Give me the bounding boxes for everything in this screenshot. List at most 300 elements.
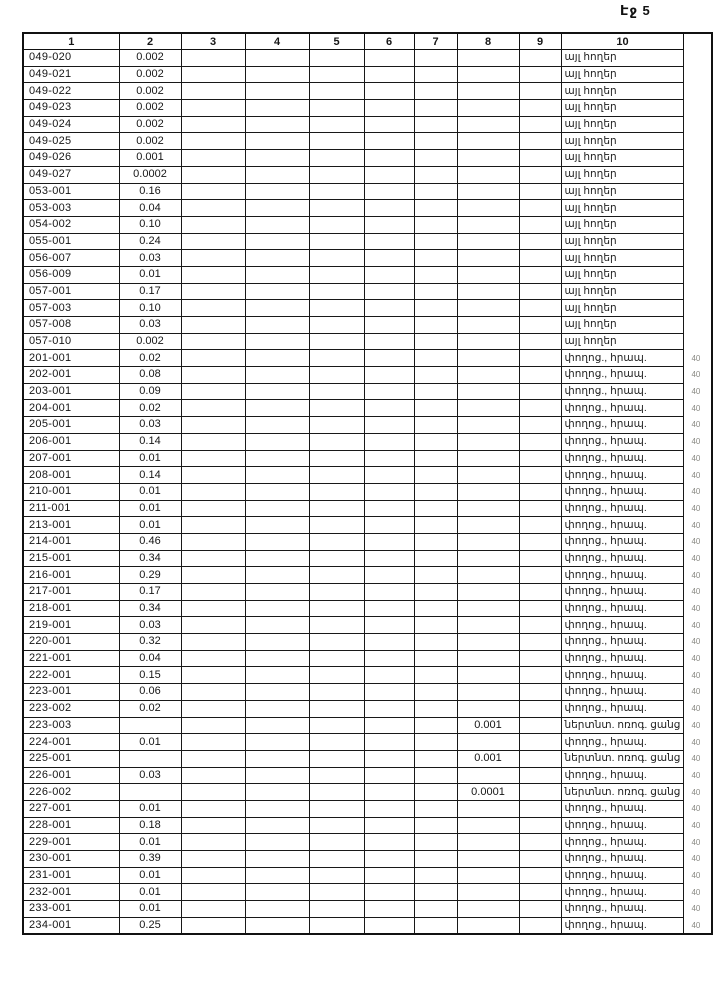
cell-col3 xyxy=(181,283,245,300)
table-row xyxy=(23,417,712,434)
cell-col8 xyxy=(457,483,519,500)
margin-note xyxy=(684,133,712,150)
cell-col7 xyxy=(414,667,457,684)
table-row xyxy=(23,800,712,817)
column-header-5: 5 xyxy=(309,33,364,50)
cell-col6 xyxy=(364,433,414,450)
cell-col8 xyxy=(457,817,519,834)
cell-col4 xyxy=(245,166,309,183)
cell-col7 xyxy=(414,350,457,367)
cell-col3 xyxy=(181,734,245,751)
cell-col9 xyxy=(519,233,561,250)
cell-col8 xyxy=(457,233,519,250)
cell-col4 xyxy=(245,800,309,817)
cell-col4 xyxy=(245,300,309,317)
cell-col10: փողոց., հրապ. xyxy=(561,584,684,601)
cell-col9 xyxy=(519,450,561,467)
cell-col5 xyxy=(309,417,364,434)
cell-col8 xyxy=(457,200,519,217)
cell-col2: 0.03 xyxy=(119,417,181,434)
margin-note xyxy=(684,233,712,250)
margin-note xyxy=(684,266,712,283)
cell-col2: 0.24 xyxy=(119,233,181,250)
cell-col7 xyxy=(414,717,457,734)
cell-col8 xyxy=(457,166,519,183)
cell-col9 xyxy=(519,150,561,167)
cell-col10: փողոց., հրապ. xyxy=(561,367,684,384)
cell-col2: 0.04 xyxy=(119,200,181,217)
cell-col3 xyxy=(181,767,245,784)
cell-col5 xyxy=(309,617,364,634)
cell-col1: 217-001 xyxy=(23,584,119,601)
table-header-row xyxy=(23,33,712,50)
cell-col5 xyxy=(309,901,364,918)
cell-col7 xyxy=(414,500,457,517)
cell-col5 xyxy=(309,884,364,901)
cell-col4 xyxy=(245,684,309,701)
cell-col10: այլ հողեր xyxy=(561,166,684,183)
cell-col3 xyxy=(181,317,245,334)
cell-col5 xyxy=(309,450,364,467)
cell-col10: փողոց., հրապ. xyxy=(561,834,684,851)
cell-col5 xyxy=(309,917,364,934)
cell-col8 xyxy=(457,283,519,300)
cell-col9 xyxy=(519,483,561,500)
margin-note: 40 xyxy=(691,503,701,513)
cell-col2: 0.02 xyxy=(119,700,181,717)
cell-col1: 055-001 xyxy=(23,233,119,250)
cell-col5 xyxy=(309,867,364,884)
cell-col10: փողոց., հրապ. xyxy=(561,617,684,634)
margin-note: 40 xyxy=(691,553,701,563)
margin-note: 40 xyxy=(691,487,701,497)
cell-col4 xyxy=(245,250,309,267)
cell-col8 xyxy=(457,383,519,400)
cell-col9 xyxy=(519,834,561,851)
cell-col3 xyxy=(181,600,245,617)
cell-col8 xyxy=(457,83,519,100)
cell-col1: 214-001 xyxy=(23,533,119,550)
cell-col4 xyxy=(245,533,309,550)
table-row xyxy=(23,684,712,701)
cell-col1: 049-022 xyxy=(23,83,119,100)
cell-col9 xyxy=(519,884,561,901)
table-row xyxy=(23,400,712,417)
cell-col10: այլ հողեր xyxy=(561,150,684,167)
cell-col1: 210-001 xyxy=(23,483,119,500)
cell-col7 xyxy=(414,884,457,901)
cell-col2: 0.001 xyxy=(119,150,181,167)
cell-col10: փողոց., հրապ. xyxy=(561,550,684,567)
cell-col3 xyxy=(181,867,245,884)
cell-col6 xyxy=(364,150,414,167)
cell-col9 xyxy=(519,500,561,517)
cell-col1: 228-001 xyxy=(23,817,119,834)
cell-col8 xyxy=(457,50,519,67)
cell-col3 xyxy=(181,116,245,133)
cell-col1: 233-001 xyxy=(23,901,119,918)
cell-col6 xyxy=(364,584,414,601)
cell-col7 xyxy=(414,150,457,167)
cell-col3 xyxy=(181,200,245,217)
cell-col8 xyxy=(457,367,519,384)
cell-col5 xyxy=(309,83,364,100)
cell-col9 xyxy=(519,533,561,550)
cell-col2: 0.18 xyxy=(119,817,181,834)
margin-header-spacer xyxy=(684,33,712,50)
cell-col6 xyxy=(364,100,414,117)
margin-note: 40 xyxy=(691,620,701,630)
cell-col3 xyxy=(181,851,245,868)
margin-note: 40 xyxy=(691,353,701,363)
cell-col4 xyxy=(245,567,309,584)
cell-col10: փողոց., հրապ. xyxy=(561,483,684,500)
cell-col5 xyxy=(309,600,364,617)
cell-col5 xyxy=(309,200,364,217)
cell-col9 xyxy=(519,700,561,717)
cell-col3 xyxy=(181,400,245,417)
margin-note xyxy=(684,150,712,167)
cell-col6 xyxy=(364,266,414,283)
cell-col1: 053-003 xyxy=(23,200,119,217)
cell-col9 xyxy=(519,350,561,367)
page-number-label: Էջ 5 xyxy=(620,3,651,18)
cell-col2: 0.14 xyxy=(119,433,181,450)
cell-col2: 0.10 xyxy=(119,300,181,317)
cell-col3 xyxy=(181,617,245,634)
cell-col5 xyxy=(309,567,364,584)
cell-col4 xyxy=(245,133,309,150)
cell-col6 xyxy=(364,383,414,400)
cell-col1: 213-001 xyxy=(23,517,119,534)
table-row xyxy=(23,483,712,500)
cell-col2: 0.01 xyxy=(119,884,181,901)
cell-col4 xyxy=(245,917,309,934)
table-row xyxy=(23,66,712,83)
cell-col8 xyxy=(457,417,519,434)
cell-col7 xyxy=(414,650,457,667)
cell-col2: 0.01 xyxy=(119,483,181,500)
cell-col1: 049-023 xyxy=(23,100,119,117)
cell-col10: այլ հողեր xyxy=(561,100,684,117)
cell-col4 xyxy=(245,150,309,167)
cell-col6 xyxy=(364,734,414,751)
cell-col10: այլ հողեր xyxy=(561,250,684,267)
column-header-2: 2 xyxy=(119,33,181,50)
margin-note: 40 xyxy=(691,537,701,547)
cell-col3 xyxy=(181,150,245,167)
cell-col3 xyxy=(181,83,245,100)
cell-col6 xyxy=(364,66,414,83)
cell-col5 xyxy=(309,233,364,250)
cell-col4 xyxy=(245,817,309,834)
margin-note: 40 xyxy=(691,804,701,814)
cell-col7 xyxy=(414,283,457,300)
cell-col5 xyxy=(309,817,364,834)
cell-col4 xyxy=(245,433,309,450)
cell-col2: 0.002 xyxy=(119,333,181,350)
cell-col2: 0.002 xyxy=(119,66,181,83)
cell-col4 xyxy=(245,367,309,384)
table-row xyxy=(23,333,712,350)
cell-col6 xyxy=(364,500,414,517)
cell-col1: 218-001 xyxy=(23,600,119,617)
cell-col5 xyxy=(309,734,364,751)
cell-col5 xyxy=(309,317,364,334)
cell-col6 xyxy=(364,851,414,868)
cell-col8 xyxy=(457,584,519,601)
cell-col9 xyxy=(519,767,561,784)
cell-col1: 215-001 xyxy=(23,550,119,567)
cell-col4 xyxy=(245,767,309,784)
cell-col5 xyxy=(309,533,364,550)
cell-col5 xyxy=(309,300,364,317)
cell-col1: 203-001 xyxy=(23,383,119,400)
cell-col9 xyxy=(519,166,561,183)
cell-col3 xyxy=(181,250,245,267)
table-row xyxy=(23,133,712,150)
cell-col3 xyxy=(181,383,245,400)
margin-note: 40 xyxy=(691,470,701,480)
cell-col10: այլ հողեր xyxy=(561,233,684,250)
cell-col6 xyxy=(364,717,414,734)
cell-col2: 0.01 xyxy=(119,800,181,817)
cell-col2 xyxy=(119,750,181,767)
cell-col8 xyxy=(457,517,519,534)
cell-col4 xyxy=(245,834,309,851)
table-row xyxy=(23,100,712,117)
table-row xyxy=(23,250,712,267)
cell-col6 xyxy=(364,784,414,801)
cell-col9 xyxy=(519,266,561,283)
cell-col7 xyxy=(414,467,457,484)
cell-col5 xyxy=(309,383,364,400)
cell-col4 xyxy=(245,450,309,467)
cell-col2: 0.02 xyxy=(119,350,181,367)
cell-col8 xyxy=(457,333,519,350)
cell-col7 xyxy=(414,851,457,868)
cell-col2: 0.0002 xyxy=(119,166,181,183)
cell-col9 xyxy=(519,317,561,334)
cell-col4 xyxy=(245,517,309,534)
cell-col6 xyxy=(364,817,414,834)
cell-col4 xyxy=(245,634,309,651)
cell-col2 xyxy=(119,784,181,801)
cell-col3 xyxy=(181,584,245,601)
cell-col10: փողոց., հրապ. xyxy=(561,533,684,550)
cell-col8 xyxy=(457,500,519,517)
cell-col9 xyxy=(519,133,561,150)
margin-note: 40 xyxy=(691,770,701,780)
cell-col5 xyxy=(309,467,364,484)
cell-col9 xyxy=(519,734,561,751)
cell-col1: 221-001 xyxy=(23,650,119,667)
table-row xyxy=(23,367,712,384)
cell-col4 xyxy=(245,116,309,133)
table-row xyxy=(23,83,712,100)
cell-col2: 0.002 xyxy=(119,133,181,150)
margin-note: 40 xyxy=(691,704,701,714)
margin-note xyxy=(684,116,712,133)
cell-col8 xyxy=(457,433,519,450)
cell-col4 xyxy=(245,183,309,200)
table-row xyxy=(23,266,712,283)
cell-col5 xyxy=(309,800,364,817)
margin-note: 40 xyxy=(691,637,701,647)
cell-col8: 0.001 xyxy=(457,750,519,767)
cell-col1: 223-003 xyxy=(23,717,119,734)
cell-col7 xyxy=(414,901,457,918)
cell-col6 xyxy=(364,317,414,334)
cell-col4 xyxy=(245,100,309,117)
cell-col3 xyxy=(181,266,245,283)
cell-col1: 056-007 xyxy=(23,250,119,267)
cell-col2: 0.01 xyxy=(119,450,181,467)
cell-col8 xyxy=(457,300,519,317)
cell-col1: 049-024 xyxy=(23,116,119,133)
cell-col2: 0.46 xyxy=(119,533,181,550)
cell-col9 xyxy=(519,200,561,217)
cell-col7 xyxy=(414,367,457,384)
cell-col3 xyxy=(181,517,245,534)
cell-col1: 049-027 xyxy=(23,166,119,183)
cell-col7 xyxy=(414,834,457,851)
cell-col1: 216-001 xyxy=(23,567,119,584)
cell-col2: 0.01 xyxy=(119,901,181,918)
cell-col3 xyxy=(181,634,245,651)
cell-col4 xyxy=(245,200,309,217)
cell-col5 xyxy=(309,66,364,83)
cell-col10: փողոց., հրապ. xyxy=(561,433,684,450)
cell-col1: 226-002 xyxy=(23,784,119,801)
cell-col10: փողոց., հրապ. xyxy=(561,634,684,651)
cell-col4 xyxy=(245,700,309,717)
cell-col4 xyxy=(245,266,309,283)
cell-col1: 054-002 xyxy=(23,216,119,233)
cell-col3 xyxy=(181,650,245,667)
cell-col9 xyxy=(519,66,561,83)
cell-col4 xyxy=(245,851,309,868)
cell-col2: 0.14 xyxy=(119,467,181,484)
margin-note: 40 xyxy=(691,420,701,430)
cell-col5 xyxy=(309,717,364,734)
cell-col10: փողոց., հրապ. xyxy=(561,417,684,434)
cell-col6 xyxy=(364,183,414,200)
cell-col6 xyxy=(364,400,414,417)
cell-col7 xyxy=(414,216,457,233)
table-row xyxy=(23,200,712,217)
cell-col5 xyxy=(309,650,364,667)
cell-col10: ներտնտ. ոռոգ. ցանց xyxy=(561,784,684,801)
cell-col10: այլ հողեր xyxy=(561,216,684,233)
cell-col1: 231-001 xyxy=(23,867,119,884)
cell-col6 xyxy=(364,600,414,617)
cell-col7 xyxy=(414,266,457,283)
cell-col3 xyxy=(181,50,245,67)
cell-col4 xyxy=(245,233,309,250)
table-row xyxy=(23,450,712,467)
cell-col9 xyxy=(519,100,561,117)
cell-col7 xyxy=(414,767,457,784)
cell-col4 xyxy=(245,584,309,601)
cell-col7 xyxy=(414,417,457,434)
cell-col3 xyxy=(181,417,245,434)
cell-col1: 057-001 xyxy=(23,283,119,300)
cell-col10: փողոց., հրապ. xyxy=(561,684,684,701)
margin-note: 40 xyxy=(691,403,701,413)
cell-col8 xyxy=(457,317,519,334)
cell-col8 xyxy=(457,400,519,417)
cell-col2: 0.34 xyxy=(119,600,181,617)
cell-col2 xyxy=(119,717,181,734)
cell-col3 xyxy=(181,483,245,500)
cell-col10: այլ հողեր xyxy=(561,200,684,217)
cell-col3 xyxy=(181,667,245,684)
cell-col4 xyxy=(245,417,309,434)
cell-col8 xyxy=(457,150,519,167)
table-body xyxy=(23,50,712,935)
margin-note: 40 xyxy=(691,654,701,664)
cell-col9 xyxy=(519,800,561,817)
cell-col5 xyxy=(309,433,364,450)
cell-col10: փողոց., հրապ. xyxy=(561,767,684,784)
cell-col6 xyxy=(364,116,414,133)
cell-col4 xyxy=(245,216,309,233)
cell-col4 xyxy=(245,784,309,801)
cell-col2: 0.002 xyxy=(119,116,181,133)
cell-col4 xyxy=(245,500,309,517)
cell-col2: 0.03 xyxy=(119,317,181,334)
cell-col6 xyxy=(364,417,414,434)
margin-note: 40 xyxy=(691,570,701,580)
cell-col6 xyxy=(364,901,414,918)
cell-col3 xyxy=(181,784,245,801)
cell-col3 xyxy=(181,216,245,233)
table-row xyxy=(23,667,712,684)
cell-col1: 204-001 xyxy=(23,400,119,417)
cell-col10: այլ հողեր xyxy=(561,300,684,317)
cell-col10: փողոց., հրապ. xyxy=(561,901,684,918)
cell-col1: 226-001 xyxy=(23,767,119,784)
cell-col5 xyxy=(309,400,364,417)
cell-col7 xyxy=(414,166,457,183)
cell-col5 xyxy=(309,584,364,601)
cell-col9 xyxy=(519,567,561,584)
cell-col7 xyxy=(414,116,457,133)
cell-col10: փողոց., հրապ. xyxy=(561,851,684,868)
table-row xyxy=(23,817,712,834)
cell-col6 xyxy=(364,166,414,183)
margin-note: 40 xyxy=(691,887,701,897)
cell-col7 xyxy=(414,817,457,834)
table-row xyxy=(23,550,712,567)
cell-col7 xyxy=(414,800,457,817)
table-row xyxy=(23,734,712,751)
cell-col8 xyxy=(457,700,519,717)
cell-col1: 057-008 xyxy=(23,317,119,334)
cell-col6 xyxy=(364,283,414,300)
land-parcel-table xyxy=(22,32,713,935)
cell-col7 xyxy=(414,300,457,317)
cell-col1: 220-001 xyxy=(23,634,119,651)
cell-col10: փողոց., հրապ. xyxy=(561,867,684,884)
cell-col9 xyxy=(519,433,561,450)
margin-note: 40 xyxy=(691,737,701,747)
cell-col1: 219-001 xyxy=(23,617,119,634)
cell-col4 xyxy=(245,901,309,918)
column-header-6: 6 xyxy=(364,33,414,50)
table-row xyxy=(23,584,712,601)
